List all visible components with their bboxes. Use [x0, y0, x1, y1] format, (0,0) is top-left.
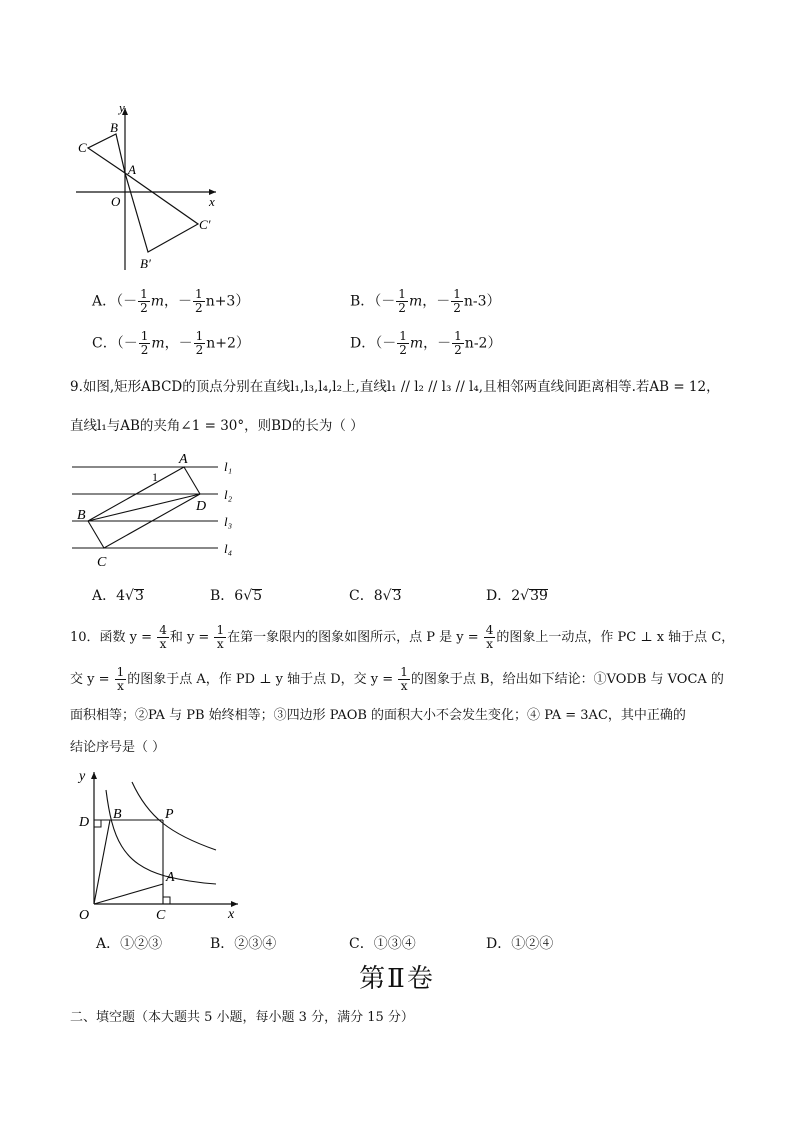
q10-stem-line1: 10．函数 y = $\frac{4}{x}$ 和 y = $\frac{1}{x}$ 在第一象限内的图象如图所示，点 P 是 y = $\frac{4}{x}$ 的图象上一动点，作 PC ⊥ x 轴于点 C， — [70, 623, 735, 651]
q9-option-b[interactable]: B．6√5 — [210, 588, 263, 604]
fill-in-blank-header: 二、填空题（本大题共 5 小题，每小题 3 分，满分 15 分） — [70, 1010, 414, 1025]
q10-option-d[interactable]: D．①②④ — [486, 936, 554, 952]
label-b: B — [110, 120, 118, 135]
y-axis-arrow-icon — [91, 772, 97, 779]
label-a: A — [166, 870, 175, 885]
q8-option-a[interactable]: A．（－ $\frac{1}{2}$ m，－ $\frac{1}{2}$ n+3） — [92, 287, 250, 315]
label-y: y — [79, 769, 86, 784]
curve-4-over-x — [132, 782, 216, 850]
label-c: C — [156, 908, 166, 923]
label-b: B — [77, 508, 86, 523]
label-y: y — [119, 100, 125, 115]
label-c: C — [97, 555, 107, 570]
right-angle-c — [163, 897, 170, 904]
q10-stem-line2: 交 y = $\frac{1}{x}$ 的图象于点 A，作 PD ⊥ y 轴于点 D，交 y = $\frac{1}{x}$ 的图象于点 B，给出如下结论：①VODB 与 VOCA 的 — [70, 665, 724, 693]
label-x: x — [228, 907, 235, 922]
label-c: C — [78, 140, 87, 155]
q8-option-c[interactable]: C．（－ $\frac{1}{2}$ m，－ $\frac{1}{2}$ n+2） — [92, 329, 250, 357]
triangle-ab-c-prime — [125, 173, 198, 252]
q10-option-c[interactable]: C．①③④ — [349, 936, 416, 952]
q10-stem-line4: 结论序号是（ ） — [70, 740, 166, 755]
label-l1: l₁ — [224, 459, 233, 474]
triangle-abc — [88, 134, 125, 173]
label-b-prime: B′ — [140, 256, 151, 271]
figure-inverse-functions — [70, 762, 250, 927]
q9-option-a[interactable]: A．4√3 — [92, 588, 144, 604]
q8-option-d[interactable]: D．（－ $\frac{1}{2}$ m，－ $\frac{1}{2}$ n-2） — [350, 329, 502, 357]
label-o: O — [79, 908, 90, 923]
q10-option-a[interactable]: A．①②③ — [96, 936, 163, 952]
label-a: A — [128, 162, 136, 177]
diagonal-bd — [88, 494, 200, 521]
label-l4: l₄ — [224, 541, 233, 556]
segment-oa — [94, 884, 163, 904]
section-title: 第Ⅱ卷 — [359, 964, 435, 994]
label-l3: l₃ — [224, 514, 233, 529]
curve-1-over-x — [106, 790, 216, 884]
q9-stem-line2: 直线l₁与AB的夹角∠1 = 30°，则BD的长为（ ） — [70, 418, 364, 434]
label-b: B — [113, 807, 122, 822]
label-l2: l₂ — [224, 487, 233, 502]
label-p: P — [165, 807, 174, 822]
label-a: A — [179, 452, 188, 467]
q9-stem-line1: 9.如图,矩形ABCD的顶点分别在直线l₁,l₃,l₄,l₂上,直线l₁ // l₂ // l₃ // l₄,且相邻两直线间距离相等.若AB = 12， — [70, 379, 720, 395]
label-o: O — [111, 194, 121, 209]
right-angle-d — [94, 820, 101, 827]
q10-option-b[interactable]: B．②③④ — [210, 936, 277, 952]
q10-stem-line3: 面积相等；②PA 与 PB 始终相等；③四边形 PAOB 的面积大小不会发生变化；④ PA = 3AC，其中正确的 — [70, 708, 686, 723]
q8-option-b[interactable]: B．（－ $\frac{1}{2}$ m，－ $\frac{1}{2}$ n-3） — [350, 287, 501, 315]
segment-ob — [94, 820, 110, 904]
label-d: D — [79, 815, 90, 830]
label-c-prime: C′ — [199, 217, 211, 232]
label-d: D — [196, 499, 207, 514]
q9-option-c[interactable]: C．8√3 — [349, 588, 402, 604]
figure-parallel-lines — [66, 448, 246, 573]
q9-option-d[interactable]: D．2√39 — [486, 588, 548, 604]
label-angle-1: 1 — [152, 470, 158, 484]
label-x: x — [209, 194, 215, 209]
figure-rotation — [66, 100, 236, 275]
